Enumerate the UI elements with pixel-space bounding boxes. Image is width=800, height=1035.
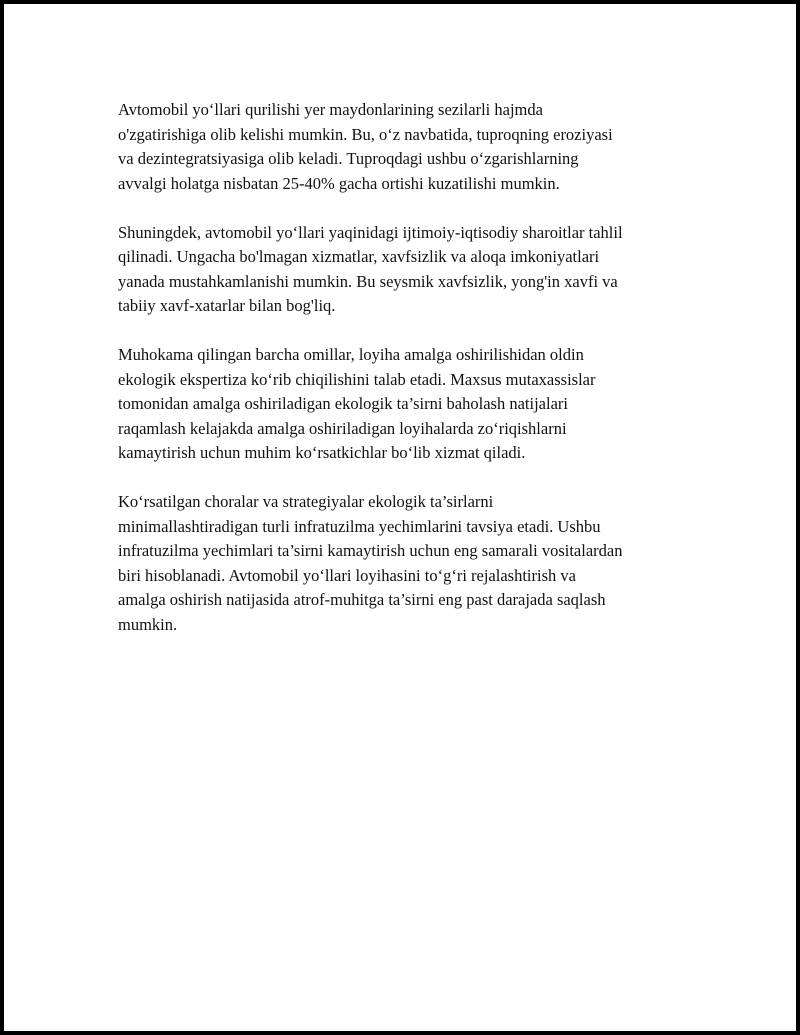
text-line: Muhokama qilingan barcha omillar, loyiha amalga oshirilishidan oldin [118, 345, 584, 364]
text-line: minimallashtiradigan turli infratuzilma yechimlarini tavsiya etadi. Ushbu [118, 516, 601, 536]
text-line: raqamlash kelajakda amalga oshiriladigan loyihalarda zo‘riqishlarni [118, 418, 567, 438]
text-line: mumkin. [118, 614, 178, 634]
text-line: infratuzilma yechimlari ta’sirni kamaytirish uchun eng samarali vositalardan [118, 541, 623, 560]
text-line: yanada mustahkamlanishi mumkin. Bu seysmik xavfsizlik, yong'in xavfi va [118, 271, 618, 291]
text-line: o'zgatirishiga olib kelishi mumkin. Bu, o‘z navbatida, tuproqning eroziyasi [118, 124, 613, 144]
text-line: qilinadi. Ungacha bo'lmagan xizmatlar, xavfsizlik va aloqa imkoniyatlari [118, 247, 600, 266]
text-line: Ko‘rsatilgan choralar va strategiyalar ekologik ta’sirlarni [118, 492, 494, 511]
text-line: tabiiy xavf-xatarlar bilan bog'liq. [118, 296, 336, 315]
text-line: amalga oshirish natijasida atrof-muhitga ta’sirni eng past darajada saqlash [118, 590, 606, 609]
text-line: avvalgi holatga nisbatan 25-40% gacha ortishi kuzatilishi mumkin. [118, 173, 560, 193]
text-line: Avtomobil yo‘llari qurilishi yer maydonlarining sezilarli hajmda [118, 100, 543, 119]
text-line: Shuningdek, avtomobil yo‘llari yaqinidagi ijtimoiy-iqtisodiy sharoitlar tahlil [118, 222, 623, 242]
paragraph-1 [118, 98, 698, 196]
text-line: ekologik ekspertiza ko‘rib chiqilishini talab etadi. Maxsus mutaxassislar [118, 369, 596, 389]
text-line: biri hisoblanadi. Avtomobil yo‘llari loyihasini to‘g‘ri rejalashtirish va [118, 565, 576, 585]
text-line: tomonidan amalga oshiriladigan ekologik ta’sirni baholash natijalari [118, 394, 568, 413]
paragraph-3 [118, 343, 698, 466]
text-line: va dezintegratsiyasiga olib keladi. Tuproqdagi ushbu o‘zgarishlarning [118, 149, 579, 168]
document-body [118, 98, 698, 662]
text-line: kamaytirish uchun muhim ko‘rsatkichlar bo‘lib xizmat qiladi. [118, 443, 526, 462]
paragraph-4 [118, 490, 698, 637]
paragraph-2 [118, 221, 698, 319]
